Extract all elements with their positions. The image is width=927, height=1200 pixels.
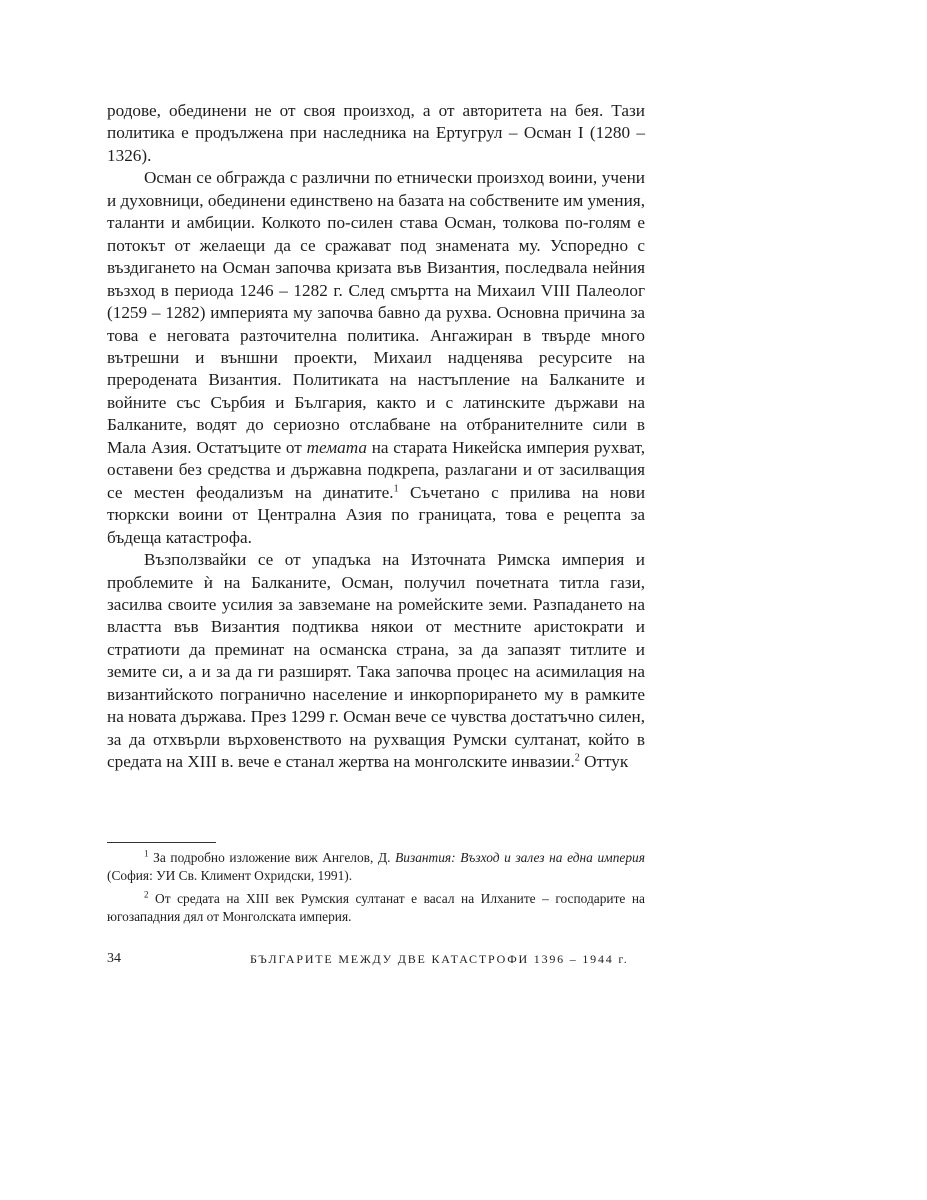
paragraph-2-text-c: Съчетано с прилива на нови тюркски воини от Централна Азия по границата, това е рецепта за бъдеща катастрофа.	[107, 482, 646, 547]
page-number: 34	[107, 951, 121, 966]
footnotes	[107, 849, 645, 931]
footnote-ref-2[interactable]: 2	[574, 752, 580, 764]
paragraph-3	[107, 549, 645, 774]
footnote-1-book-title: Византия: Възход и залез на една империя	[395, 850, 645, 865]
paragraph-1-text: родове, обединени не от своя произход, а от авторитета на бея. Тази политика е продължена при наследника на Ертугрул – Осман I (1280 – 1326).	[107, 101, 645, 165]
footnote-1-mark: 1	[144, 848, 149, 859]
paragraph-2	[107, 167, 645, 549]
paragraph-3-text-b: Оттук	[584, 752, 629, 772]
footnote-1-text-a: За подробно изложение виж Ангелов, Д.	[153, 850, 391, 865]
footnote-2-mark: 2	[144, 889, 149, 900]
footnote-2	[107, 890, 645, 926]
paragraph-2-text: Осман се обгражда с различни по етнически произход воини, учени и духовници, обединени единствено на базата на собствените им умения, таланти и амбиции. Колкото по-силен става Осман, толкова по-голям е потокът от желаещи да се сражават под знамената му. Успоредно с въздигането на Осман започва кризата във Византия, последвала нейния възход в периода 1246 – 1282 г. След смъртта на Михаил VIII Палеолог (1259 – 1282) империята му започва бавно да рухва. Основна причина за това е неговата разточителна политика. Ангажиран в твърде много вътрешни и външни проекти, Михаил надценява ресурсите на преродената Византия. Политиката на настъпление на Балканите и войните със Сърбия и България, както и с латинските държави на Балканите, водят до сериозно отслабване на отбранителните сили в Мала Азия. Остатъците от	[107, 168, 645, 457]
term-temata: темата	[306, 437, 367, 457]
footnote-divider	[107, 842, 216, 843]
paragraph-3-text: Възползвайки се от упадъка на Източната Римска империя и проблемите ѝ на Балканите, Осман, получил почетната титла гази, засилва своите усилия за завземане на ромейските земи. Разпадането на властта във Византия подтиква някои от местните аристократи и стратиоти да преминат на османска страна, за да запазят титлите и земите си, а и за да ги разширят. Така започва процес на асимилация на византийското погранично население и инкорпорирането му в рамките на новата държава. През 1299 г. Осман вече се чувства достатъчно силен, за да отхвърли върховенството на рухващия Румски султанат, който в средата на XIII в. вече е станал жертва на монголските инвазии.	[107, 550, 645, 772]
paragraph-2-text-b: на старата Никейска империя рухват, оставени без средства и държавна подкрепа, разлагани и от засилващия се местен феодализъм на динатите.	[107, 437, 645, 502]
footnote-ref-1[interactable]: 1	[393, 482, 399, 494]
footnote-2-text: От средата на XIII век Румския султанат е васал на Илханите – господарите на югозападния дял от Монголската империя.	[107, 891, 645, 924]
main-text	[107, 100, 645, 774]
paragraph-1	[107, 100, 645, 167]
footnote-1	[107, 849, 645, 885]
footnote-1-text-b: (София: УИ Св. Климент Охридски, 1991).	[107, 868, 353, 883]
running-head: БЪЛГАРИТЕ МЕЖДУ ДВЕ КАТАСТРОФИ 1396 – 1944 г.	[250, 952, 629, 966]
